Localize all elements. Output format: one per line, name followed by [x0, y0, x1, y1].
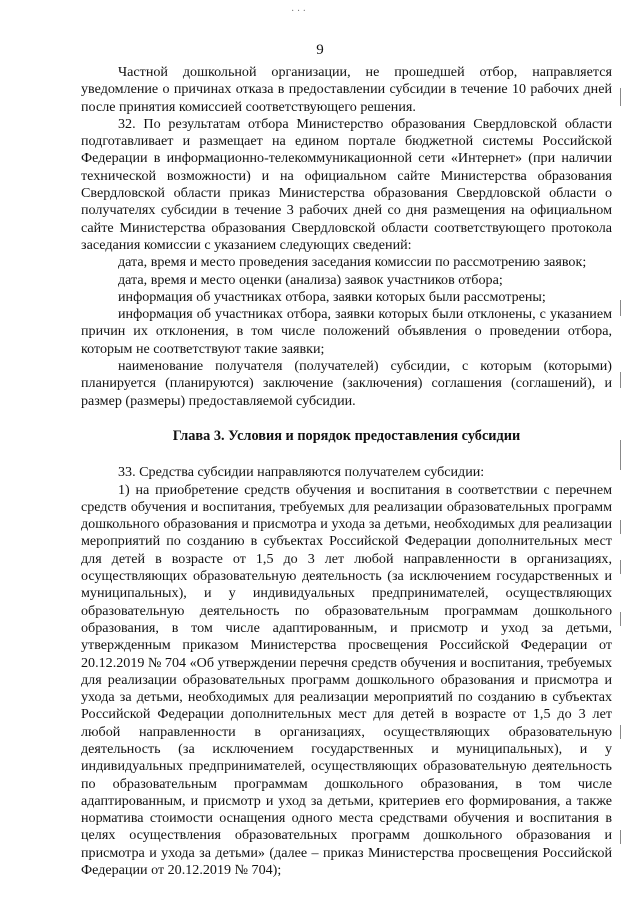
document-body [81, 64, 612, 879]
chapter-heading: Глава 3. Условия и порядок предоставления субсидии [172, 427, 521, 444]
list-item-reviewed-participants: информация об участниках отбора, заявки которых были рассмотрены; [118, 288, 546, 305]
scan-edge-mark [620, 612, 621, 626]
list-item-rejected-participants: информация об участниках отбора, заявки которых были отклонены, с указанием причин их отклонения, в том числе положений объявления о проведении отбора, которым не соответствуют такие заявки; [81, 306, 612, 357]
scan-edge-mark [620, 440, 621, 470]
scan-edge-mark [620, 830, 621, 844]
scan-edge-mark [620, 88, 621, 106]
paragraph-33: 33. Средства субсидии направляются получателем субсидии: [118, 464, 485, 481]
paragraph-33-item-1: 1) на приобретение средств обучения и воспитания в соответствии с перечнем средств обучения и воспитания, требуемых для реализации образовательных программ дошкольного образования и присмотра и ухода за детьми, необходимых для реализации мероприятий по созданию в субъектах Российской Федерации дополнительных мест для детей в возрасте от 1,5 до 3 лет любой направленности в организациях, осуществляющих образовательную деятельность (за исключением государственных и муниципальных), и у индивидуальных предпринимателей, осуществляющих образовательную деятельность по образовательным программам дошкольного образования, в том числе адаптированным, и присмотр и уход за детьми, утвержденным приказом Министерства просвещения Российской Федерации от 20.12.2019 № 704 «Об утверждении перечня средств обучения и воспитания, требуемых для реализации образовательных программ дошкольного образования и присмотра и ухода за детьми, необходимых для реализации мероприятий по созданию в субъектах Российской Федерации дополнительных мест для детей в возрасте от 1,5 до 3 лет любой направленности в организациях, осуществляющих образовательную деятельность (за исключением государственных и муниципальных), и у индивидуальных предпринимателей, осуществляющих образовательную деятельность по образовательным программам дошкольного образования, в том числе адаптированным, и присмотр и уход за детьми, критериев его формирования, а также норматива стоимости оснащения одного места средствами обучения и воспитания в целях осуществления образовательных программ дошкольного образования и присмотра и ухода за детьми» (далее – приказ Министерства просвещения Российской Федерации от 20.12.2019 № 704); [81, 481, 612, 879]
list-item-recipient-name: наименование получателя (получателей) субсидии, с которым (которыми) планируется (планируются) заключение (заключения) соглашения (соглашений), и размер (размеры) предоставляемой субсидии. [81, 358, 612, 409]
scan-edge-mark [620, 725, 621, 739]
paragraph-refusal-notice: Частной дошкольной организации, не прошедшей отбор, направляется уведомление о причинах отказа в предоставлении субсидии в течение 10 рабочих дней после принятия комиссией соответствующего решения. [81, 64, 612, 115]
scan-edge-mark [620, 560, 621, 574]
paragraph-32: 32. По результатам отбора Министерство образования Свердловской области подготавливает и размещает на едином портале бюджетной системы Российской Федерации в информационно-телекоммуникационной сети «Интернет» (при наличии технической возможности) и на официальном сайте Министерства образования Свердловской области приказ Министерства образования Свердловской области о получателях субсидии в течение 3 рабочих дней со дня размещения на официальном сайте Министерства образования Свердловской области соответствующего протокола заседания комиссии с указанием следующих сведений: [81, 115, 612, 253]
scan-edge-mark [620, 372, 621, 388]
scan-edge-mark [620, 300, 621, 316]
page-number: 9 [316, 42, 324, 58]
scan-mark: · · · [291, 6, 306, 17]
scan-edge-mark [620, 520, 621, 534]
list-item-evaluation-date: дата, время и место оценки (анализа) заявок участников отбора; [118, 271, 503, 288]
list-item-meeting-date: дата, время и место проведения заседания комиссии по рассмотрению заявок; [118, 254, 587, 271]
